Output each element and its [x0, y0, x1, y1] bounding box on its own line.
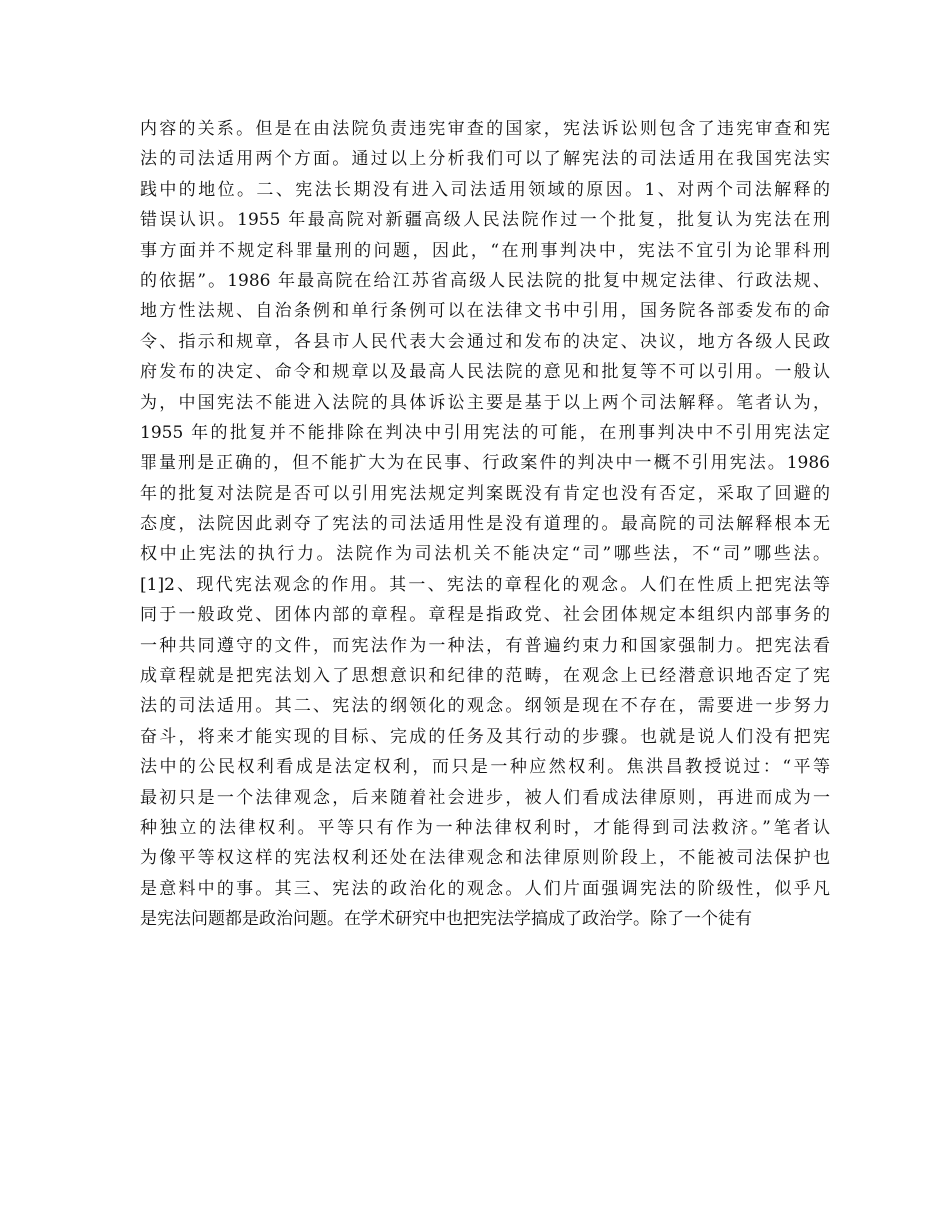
text-line: 错误认识。1955 年最高院对新疆高级人民法院作过一个批复，批复认为宪法在刑 [140, 210, 830, 231]
text-line: 成章程就是把宪法划入了思想意识和纪律的范畴，在观念上已经潜意识地否定了宪 [140, 666, 830, 687]
text-line: 态度，法院因此剥夺了宪法的司法适用性是没有道理的。最高院的司法解释根本无 [140, 514, 830, 535]
text-line: 为像平等权这样的宪法权利还处在法律观念和法律原则阶段上，不能被司法保护也 [140, 848, 830, 869]
text-line: 法中的公民权利看成是法定权利，而只是一种应然权利。焦洪昌教授说过：“平等 [140, 757, 830, 778]
text-line: 最初只是一个法律观念，后来随着社会进步，被人们看成法律原则，再进而成为一 [140, 787, 830, 808]
text-line: 年的批复对法院是否可以引用宪法规定判案既没有肯定也没有否定，采取了回避的 [140, 483, 830, 504]
text-line: 法的司法适用两个方面。通过以上分析我们可以了解宪法的司法适用在我国宪法实 [140, 149, 830, 170]
text-line: 践中的地位。二、宪法长期没有进入司法适用领域的原因。1、对两个司法解释的 [140, 179, 830, 200]
text-line: 的依据”。1986 年最高院在给江苏省高级人民法院的批复中规定法律、行政法规、 [140, 270, 830, 291]
text-line: 法的司法适用。其二、宪法的纲领化的观念。纲领是现在不存在，需要进一步努力 [140, 696, 830, 717]
text-line: 权中止宪法的执行力。法院作为司法机关不能决定“司”哪些法，不“司”哪些法。 [140, 544, 830, 565]
text-line: [1]2、现代宪法观念的作用。其一、宪法的章程化的观念。人们在性质上把宪法等 [140, 574, 830, 595]
body-text [140, 114, 830, 935]
text-line: 奋斗，将来才能实现的目标、完成的任务及其行动的步骤。也就是说人们没有把宪 [140, 726, 830, 747]
text-line: 1955 年的批复并不能排除在判决中引用宪法的可能，在刑事判决中不引用宪法定 [140, 422, 830, 443]
text-line: 为，中国宪法不能进入法院的具体诉讼主要是基于以上两个司法解释。笔者认为， [140, 392, 830, 413]
text-line: 种独立的法律权利。平等只有作为一种法律权利时，才能得到司法救济。”笔者认 [140, 817, 830, 838]
text-line: 同于一般政党、团体内部的章程。章程是指政党、社会团体规定本组织内部事务的 [140, 605, 830, 626]
text-line: 一种共同遵守的文件，而宪法作为一种法，有普遍约束力和国家强制力。把宪法看 [140, 635, 830, 656]
text-line: 府发布的决定、命令和规章以及最高人民法院的意见和批复等不可以引用。一般认 [140, 362, 830, 383]
text-line: 是意料中的事。其三、宪法的政治化的观念。人们片面强调宪法的阶级性，似乎凡 [140, 878, 830, 899]
text-line: 内容的关系。但是在由法院负责违宪审查的国家，宪法诉讼则包含了违宪审查和宪 [140, 119, 830, 139]
text-line: 是宪法问题都是政治问题。在学术研究中也把宪法学搞成了政治学。除了一个徒有 [140, 909, 752, 930]
text-line: 事方面并不规定科罪量刑的问题，因此，“在刑事判决中，宪法不宜引为论罪科刑 [140, 240, 830, 261]
text-line: 令、指示和规章，各县市人民代表大会通过和发布的决定、决议，地方各级人民政 [140, 331, 830, 352]
text-line: 罪量刑是正确的，但不能扩大为在民事、行政案件的判决中一概不引用宪法。1986 [140, 453, 830, 474]
text-line: 地方性法规、自治条例和单行条例可以在法律文书中引用，国务院各部委发布的命 [140, 301, 830, 322]
